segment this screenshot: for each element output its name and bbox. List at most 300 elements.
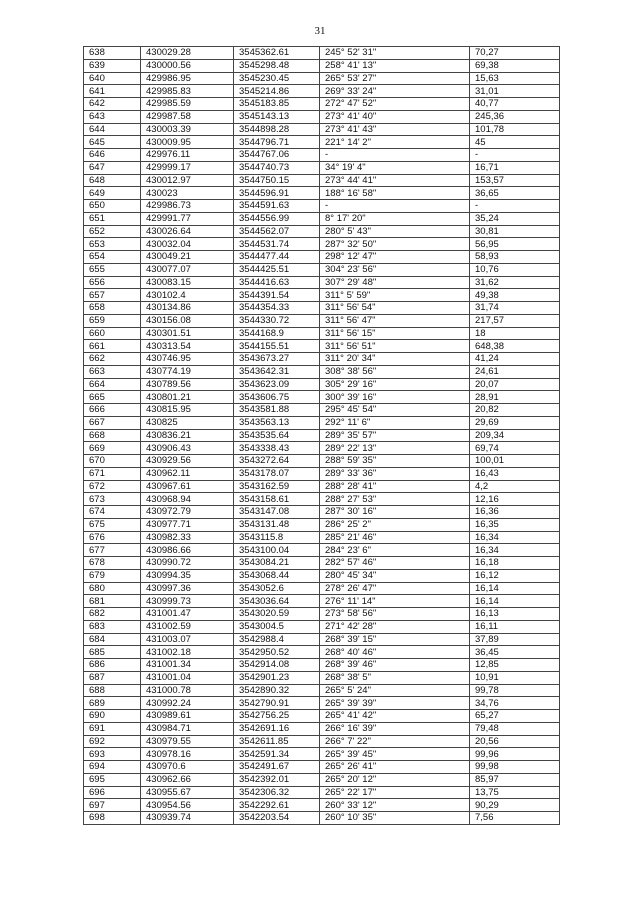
- table-row: [84, 429, 560, 442]
- length-cell: 37,89: [470, 633, 560, 646]
- x-coordinate-cell: 430026.64: [141, 225, 234, 238]
- length-cell: 100,01: [470, 455, 560, 468]
- table-row: [84, 544, 560, 557]
- length-cell: 16,34: [470, 531, 560, 544]
- y-coordinate-cell: 3544591.63: [234, 200, 320, 213]
- point-number-cell: 639: [84, 59, 141, 72]
- table-row: [84, 761, 560, 774]
- x-coordinate-cell: 430962.66: [141, 773, 234, 786]
- y-coordinate-cell: 3545183.85: [234, 98, 320, 111]
- direction-angle-cell: 260° 10' 35": [320, 812, 470, 825]
- x-coordinate-cell: 430102.4: [141, 289, 234, 302]
- direction-angle-cell: 273° 41' 43": [320, 123, 470, 136]
- direction-angle-cell: 273° 44' 41": [320, 174, 470, 187]
- y-coordinate-cell: 3543338.43: [234, 442, 320, 455]
- point-number-cell: 693: [84, 748, 141, 761]
- direction-angle-cell: 280° 5' 43": [320, 225, 470, 238]
- y-coordinate-cell: 3543581.88: [234, 404, 320, 417]
- point-number-cell: 666: [84, 404, 141, 417]
- length-cell: 35,24: [470, 212, 560, 225]
- table-row: [84, 72, 560, 85]
- y-coordinate-cell: 3543272.64: [234, 455, 320, 468]
- point-number-cell: 698: [84, 812, 141, 825]
- y-coordinate-cell: 3544556.99: [234, 212, 320, 225]
- x-coordinate-cell: 429986.95: [141, 72, 234, 85]
- direction-angle-cell: 265° 41' 42": [320, 710, 470, 723]
- x-coordinate-cell: 431002.18: [141, 646, 234, 659]
- table-row: [84, 276, 560, 289]
- length-cell: 65,27: [470, 710, 560, 723]
- length-cell: 30,81: [470, 225, 560, 238]
- point-number-cell: 660: [84, 327, 141, 340]
- direction-angle-cell: 308° 38' 56": [320, 365, 470, 378]
- y-coordinate-cell: 3544531.74: [234, 238, 320, 251]
- length-cell: 24,61: [470, 365, 560, 378]
- point-number-cell: 682: [84, 608, 141, 621]
- table-row: [84, 467, 560, 480]
- direction-angle-cell: 288° 28' 41": [320, 480, 470, 493]
- x-coordinate-cell: 431001.34: [141, 659, 234, 672]
- direction-angle-cell: 289° 22' 13": [320, 442, 470, 455]
- point-number-cell: 644: [84, 123, 141, 136]
- y-coordinate-cell: 3543535.64: [234, 429, 320, 442]
- length-cell: 16,14: [470, 582, 560, 595]
- point-number-cell: 669: [84, 442, 141, 455]
- point-number-cell: 661: [84, 340, 141, 353]
- x-coordinate-cell: 430955.67: [141, 786, 234, 799]
- table-row: [84, 506, 560, 519]
- x-coordinate-cell: 430970.6: [141, 761, 234, 774]
- point-number-cell: 692: [84, 735, 141, 748]
- table-row: [84, 442, 560, 455]
- x-coordinate-cell: 430009.95: [141, 136, 234, 149]
- length-cell: 16,34: [470, 544, 560, 557]
- table-row: [84, 569, 560, 582]
- point-number-cell: 671: [84, 467, 141, 480]
- y-coordinate-cell: 3544750.15: [234, 174, 320, 187]
- length-cell: 16,13: [470, 608, 560, 621]
- length-cell: 16,14: [470, 595, 560, 608]
- x-coordinate-cell: 430836.21: [141, 429, 234, 442]
- x-coordinate-cell: 429985.59: [141, 98, 234, 111]
- length-cell: -: [470, 200, 560, 213]
- x-coordinate-cell: 429999.17: [141, 161, 234, 174]
- point-number-cell: 658: [84, 302, 141, 315]
- y-coordinate-cell: 3542950.52: [234, 646, 320, 659]
- table-row: [84, 161, 560, 174]
- point-number-cell: 672: [84, 480, 141, 493]
- length-cell: 245,36: [470, 110, 560, 123]
- table-row: [84, 238, 560, 251]
- y-coordinate-cell: 3542292.61: [234, 799, 320, 812]
- direction-angle-cell: 311° 56' 15": [320, 327, 470, 340]
- point-number-cell: 668: [84, 429, 141, 442]
- x-coordinate-cell: 430301.51: [141, 327, 234, 340]
- page-number: 31: [314, 25, 326, 37]
- direction-angle-cell: 307° 29' 48": [320, 276, 470, 289]
- x-coordinate-cell: 430984.71: [141, 722, 234, 735]
- point-number-cell: 691: [84, 722, 141, 735]
- direction-angle-cell: 266° 16' 39": [320, 722, 470, 735]
- direction-angle-cell: 265° 39' 45": [320, 748, 470, 761]
- length-cell: 4,2: [470, 480, 560, 493]
- length-cell: 28,91: [470, 391, 560, 404]
- length-cell: 153,57: [470, 174, 560, 187]
- direction-angle-cell: 273° 58' 56": [320, 608, 470, 621]
- y-coordinate-cell: 3543563.13: [234, 416, 320, 429]
- length-cell: 31,62: [470, 276, 560, 289]
- y-coordinate-cell: 3544898.28: [234, 123, 320, 136]
- table-row: [84, 416, 560, 429]
- length-cell: 20,56: [470, 735, 560, 748]
- y-coordinate-cell: 3543004.5: [234, 620, 320, 633]
- table-row: [84, 136, 560, 149]
- x-coordinate-cell: 430986.66: [141, 544, 234, 557]
- table-row: [84, 404, 560, 417]
- point-number-cell: 690: [84, 710, 141, 723]
- direction-angle-cell: 311° 20' 34": [320, 353, 470, 366]
- x-coordinate-cell: 431000.78: [141, 684, 234, 697]
- direction-angle-cell: 273° 41' 40": [320, 110, 470, 123]
- x-coordinate-cell: 430994.35: [141, 569, 234, 582]
- y-coordinate-cell: 3543642.31: [234, 365, 320, 378]
- length-cell: 31,01: [470, 85, 560, 98]
- direction-angle-cell: 276° 11' 14": [320, 595, 470, 608]
- point-number-cell: 640: [84, 72, 141, 85]
- y-coordinate-cell: 3542203.54: [234, 812, 320, 825]
- table-row: [84, 200, 560, 213]
- length-cell: 90,29: [470, 799, 560, 812]
- table-row: [84, 110, 560, 123]
- y-coordinate-cell: 3544767.06: [234, 149, 320, 162]
- length-cell: 16,35: [470, 518, 560, 531]
- point-number-cell: 642: [84, 98, 141, 111]
- point-number-cell: 687: [84, 671, 141, 684]
- direction-angle-cell: 311° 5' 59": [320, 289, 470, 302]
- point-number-cell: 648: [84, 174, 141, 187]
- point-number-cell: 664: [84, 378, 141, 391]
- x-coordinate-cell: 430997.36: [141, 582, 234, 595]
- point-number-cell: 697: [84, 799, 141, 812]
- y-coordinate-cell: 3542491.67: [234, 761, 320, 774]
- table-row: [84, 697, 560, 710]
- x-coordinate-cell: 430825: [141, 416, 234, 429]
- point-number-cell: 675: [84, 518, 141, 531]
- direction-angle-cell: 289° 33' 36": [320, 467, 470, 480]
- direction-angle-cell: 311° 56' 47": [320, 314, 470, 327]
- length-cell: 20,82: [470, 404, 560, 417]
- point-number-cell: 641: [84, 85, 141, 98]
- direction-angle-cell: 268° 39' 15": [320, 633, 470, 646]
- direction-angle-cell: 300° 39' 16": [320, 391, 470, 404]
- coordinates-table-body: [84, 47, 560, 825]
- y-coordinate-cell: 3543606.75: [234, 391, 320, 404]
- y-coordinate-cell: 3544416.63: [234, 276, 320, 289]
- point-number-cell: 663: [84, 365, 141, 378]
- length-cell: 36,45: [470, 646, 560, 659]
- length-cell: 101,78: [470, 123, 560, 136]
- table-row: [84, 212, 560, 225]
- length-cell: 40,77: [470, 98, 560, 111]
- y-coordinate-cell: 3545230.45: [234, 72, 320, 85]
- table-row: [84, 786, 560, 799]
- direction-angle-cell: 292° 11' 6": [320, 416, 470, 429]
- x-coordinate-cell: 431003.07: [141, 633, 234, 646]
- x-coordinate-cell: 431001.47: [141, 608, 234, 621]
- point-number-cell: 686: [84, 659, 141, 672]
- point-number-cell: 696: [84, 786, 141, 799]
- point-number-cell: 643: [84, 110, 141, 123]
- length-cell: 70,27: [470, 47, 560, 60]
- y-coordinate-cell: 3543036.64: [234, 595, 320, 608]
- length-cell: 45: [470, 136, 560, 149]
- point-number-cell: 645: [84, 136, 141, 149]
- table-row: [84, 187, 560, 200]
- length-cell: 16,43: [470, 467, 560, 480]
- x-coordinate-cell: 429976.11: [141, 149, 234, 162]
- direction-angle-cell: 271° 42' 28": [320, 620, 470, 633]
- table-row: [84, 799, 560, 812]
- x-coordinate-cell: 430003.39: [141, 123, 234, 136]
- table-row: [84, 646, 560, 659]
- y-coordinate-cell: 3544596.91: [234, 187, 320, 200]
- table-row: [84, 480, 560, 493]
- x-coordinate-cell: 429991.77: [141, 212, 234, 225]
- x-coordinate-cell: 430815.95: [141, 404, 234, 417]
- x-coordinate-cell: 430774.19: [141, 365, 234, 378]
- length-cell: 13,75: [470, 786, 560, 799]
- direction-angle-cell: 8° 17' 20": [320, 212, 470, 225]
- table-row: [84, 493, 560, 506]
- y-coordinate-cell: 3545143.13: [234, 110, 320, 123]
- y-coordinate-cell: 3545362.61: [234, 47, 320, 60]
- point-number-cell: 677: [84, 544, 141, 557]
- direction-angle-cell: 284° 23' 6": [320, 544, 470, 557]
- direction-angle-cell: 265° 5' 24": [320, 684, 470, 697]
- point-number-cell: 655: [84, 263, 141, 276]
- table-row: [84, 608, 560, 621]
- y-coordinate-cell: 3543131.48: [234, 518, 320, 531]
- point-number-cell: 657: [84, 289, 141, 302]
- point-number-cell: 647: [84, 161, 141, 174]
- table-row: [84, 378, 560, 391]
- y-coordinate-cell: 3542890.32: [234, 684, 320, 697]
- length-cell: 12,16: [470, 493, 560, 506]
- direction-angle-cell: 269° 33' 24": [320, 85, 470, 98]
- y-coordinate-cell: 3542756.25: [234, 710, 320, 723]
- direction-angle-cell: 258° 41' 13": [320, 59, 470, 72]
- direction-angle-cell: 266° 7' 22": [320, 735, 470, 748]
- length-cell: 10,76: [470, 263, 560, 276]
- y-coordinate-cell: 3543052.6: [234, 582, 320, 595]
- y-coordinate-cell: 3542914.08: [234, 659, 320, 672]
- length-cell: 12,85: [470, 659, 560, 672]
- table-row: [84, 620, 560, 633]
- point-number-cell: 681: [84, 595, 141, 608]
- direction-angle-cell: 188° 16' 58": [320, 187, 470, 200]
- length-cell: 34,76: [470, 697, 560, 710]
- x-coordinate-cell: 430939.74: [141, 812, 234, 825]
- x-coordinate-cell: 430989.61: [141, 710, 234, 723]
- point-number-cell: 650: [84, 200, 141, 213]
- y-coordinate-cell: 3542988.4: [234, 633, 320, 646]
- table-row: [84, 710, 560, 723]
- y-coordinate-cell: 3542691.16: [234, 722, 320, 735]
- point-number-cell: 688: [84, 684, 141, 697]
- y-coordinate-cell: 3544155.51: [234, 340, 320, 353]
- length-cell: 209,34: [470, 429, 560, 442]
- y-coordinate-cell: 3544562.07: [234, 225, 320, 238]
- length-cell: 10,91: [470, 671, 560, 684]
- table-row: [84, 327, 560, 340]
- table-row: [84, 225, 560, 238]
- y-coordinate-cell: 3544391.54: [234, 289, 320, 302]
- direction-angle-cell: 278° 26' 47": [320, 582, 470, 595]
- length-cell: 15,63: [470, 72, 560, 85]
- point-number-cell: 665: [84, 391, 141, 404]
- point-number-cell: 652: [84, 225, 141, 238]
- table-row: [84, 595, 560, 608]
- point-number-cell: 674: [84, 506, 141, 519]
- x-coordinate-cell: 430012.97: [141, 174, 234, 187]
- x-coordinate-cell: 430967.61: [141, 480, 234, 493]
- x-coordinate-cell: 430313.54: [141, 340, 234, 353]
- length-cell: 85,97: [470, 773, 560, 786]
- x-coordinate-cell: 429986.73: [141, 200, 234, 213]
- point-number-cell: 680: [84, 582, 141, 595]
- table-row: [84, 149, 560, 162]
- x-coordinate-cell: 431002.59: [141, 620, 234, 633]
- direction-angle-cell: 287° 32' 50": [320, 238, 470, 251]
- point-number-cell: 678: [84, 557, 141, 570]
- point-number-cell: 654: [84, 251, 141, 264]
- x-coordinate-cell: 430801.21: [141, 391, 234, 404]
- table-row: [84, 123, 560, 136]
- table-row: [84, 85, 560, 98]
- x-coordinate-cell: 430929.56: [141, 455, 234, 468]
- direction-angle-cell: 265° 39' 39": [320, 697, 470, 710]
- table-row: [84, 684, 560, 697]
- coordinates-table: [83, 46, 560, 825]
- table-row: [84, 174, 560, 187]
- length-cell: 648,38: [470, 340, 560, 353]
- table-row: [84, 251, 560, 264]
- table-row: [84, 263, 560, 276]
- x-coordinate-cell: 430000.56: [141, 59, 234, 72]
- x-coordinate-cell: 431001.04: [141, 671, 234, 684]
- table-row: [84, 353, 560, 366]
- x-coordinate-cell: 430029.28: [141, 47, 234, 60]
- table-row: [84, 531, 560, 544]
- y-coordinate-cell: 3543147.08: [234, 506, 320, 519]
- x-coordinate-cell: 430982.33: [141, 531, 234, 544]
- direction-angle-cell: 288° 59' 35": [320, 455, 470, 468]
- direction-angle-cell: 245° 52' 31": [320, 47, 470, 60]
- table-row: [84, 671, 560, 684]
- table-row: [84, 659, 560, 672]
- direction-angle-cell: 311° 56' 54": [320, 302, 470, 315]
- table-row: [84, 748, 560, 761]
- x-coordinate-cell: 430990.72: [141, 557, 234, 570]
- direction-angle-cell: 304° 23' 56": [320, 263, 470, 276]
- point-number-cell: 659: [84, 314, 141, 327]
- table-row: [84, 98, 560, 111]
- length-cell: 56,95: [470, 238, 560, 251]
- length-cell: 31,74: [470, 302, 560, 315]
- point-number-cell: 646: [84, 149, 141, 162]
- y-coordinate-cell: 3545214.86: [234, 85, 320, 98]
- point-number-cell: 684: [84, 633, 141, 646]
- length-cell: 16,71: [470, 161, 560, 174]
- direction-angle-cell: 287° 30' 16": [320, 506, 470, 519]
- length-cell: 7,56: [470, 812, 560, 825]
- table-row: [84, 633, 560, 646]
- y-coordinate-cell: 3544330.72: [234, 314, 320, 327]
- table-row: [84, 735, 560, 748]
- x-coordinate-cell: 430789.56: [141, 378, 234, 391]
- y-coordinate-cell: 3542306.32: [234, 786, 320, 799]
- y-coordinate-cell: 3542392.01: [234, 773, 320, 786]
- table-row: [84, 518, 560, 531]
- table-row: [84, 314, 560, 327]
- y-coordinate-cell: 3543068.44: [234, 569, 320, 582]
- direction-angle-cell: 272° 47' 52": [320, 98, 470, 111]
- x-coordinate-cell: 430049.21: [141, 251, 234, 264]
- x-coordinate-cell: 430968.94: [141, 493, 234, 506]
- direction-angle-cell: 280° 45' 34": [320, 569, 470, 582]
- y-coordinate-cell: 3543115.8: [234, 531, 320, 544]
- y-coordinate-cell: 3544740.73: [234, 161, 320, 174]
- y-coordinate-cell: 3544168.9: [234, 327, 320, 340]
- direction-angle-cell: 265° 26' 41": [320, 761, 470, 774]
- length-cell: 16,36: [470, 506, 560, 519]
- table-row: [84, 722, 560, 735]
- length-cell: 58,93: [470, 251, 560, 264]
- x-coordinate-cell: 430156.08: [141, 314, 234, 327]
- table-row: [84, 812, 560, 825]
- y-coordinate-cell: 3544477.44: [234, 251, 320, 264]
- table-row: [84, 391, 560, 404]
- point-number-cell: 685: [84, 646, 141, 659]
- direction-angle-cell: -: [320, 149, 470, 162]
- direction-angle-cell: 311° 56' 51": [320, 340, 470, 353]
- direction-angle-cell: 265° 53' 27": [320, 72, 470, 85]
- y-coordinate-cell: 3543178.07: [234, 467, 320, 480]
- length-cell: 79,48: [470, 722, 560, 735]
- direction-angle-cell: 265° 22' 17": [320, 786, 470, 799]
- table-row: [84, 47, 560, 60]
- table-row: [84, 340, 560, 353]
- x-coordinate-cell: 430023: [141, 187, 234, 200]
- direction-angle-cell: 282° 57' 46": [320, 557, 470, 570]
- length-cell: -: [470, 149, 560, 162]
- length-cell: 99,98: [470, 761, 560, 774]
- direction-angle-cell: 286° 25' 2": [320, 518, 470, 531]
- table-row: [84, 455, 560, 468]
- x-coordinate-cell: 430032.04: [141, 238, 234, 251]
- table-row: [84, 773, 560, 786]
- point-number-cell: 673: [84, 493, 141, 506]
- x-coordinate-cell: 430077.07: [141, 263, 234, 276]
- x-coordinate-cell: 430979.55: [141, 735, 234, 748]
- point-number-cell: 695: [84, 773, 141, 786]
- point-number-cell: 670: [84, 455, 141, 468]
- x-coordinate-cell: 430977.71: [141, 518, 234, 531]
- direction-angle-cell: 305° 29' 16": [320, 378, 470, 391]
- direction-angle-cell: 288° 27' 53": [320, 493, 470, 506]
- direction-angle-cell: -: [320, 200, 470, 213]
- point-number-cell: 662: [84, 353, 141, 366]
